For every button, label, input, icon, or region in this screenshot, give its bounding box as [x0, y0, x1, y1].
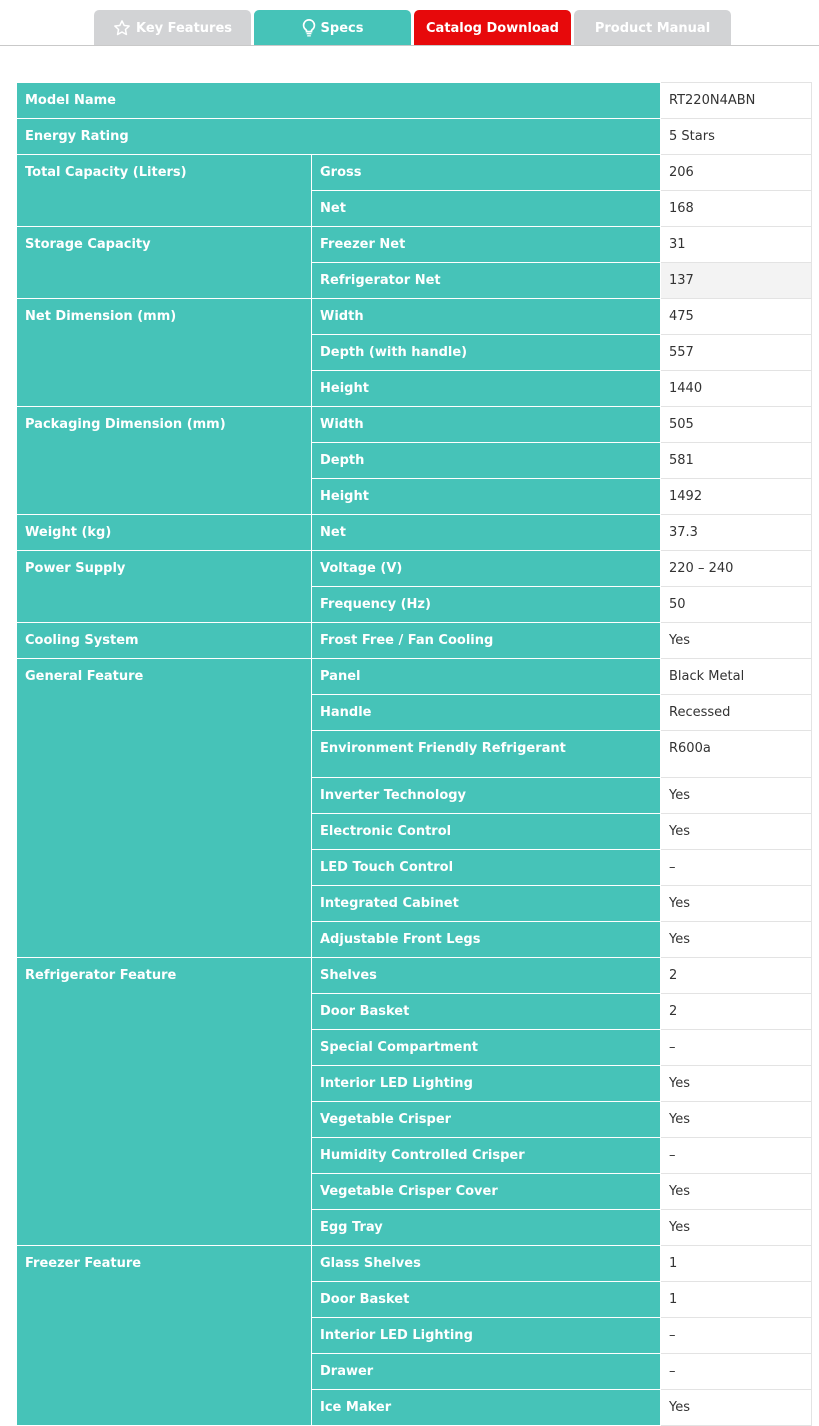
spec-group-label: Packaging Dimension (mm) — [17, 407, 312, 515]
spec-attribute: Depth (with handle) — [312, 335, 661, 371]
spec-value: 220 – 240 — [661, 551, 812, 587]
spec-value: RT220N4ABN — [661, 83, 812, 119]
spec-group-label: Cooling System — [17, 623, 312, 659]
spec-value: Yes — [661, 1390, 812, 1426]
spec-value: 137 — [661, 263, 812, 299]
spec-attribute: LED Touch Control — [312, 850, 661, 886]
spec-attribute: Vegetable Crisper Cover — [312, 1174, 661, 1210]
spec-attribute: Width — [312, 299, 661, 335]
spec-attribute: Freezer Net — [312, 227, 661, 263]
spec-value: 2 — [661, 994, 812, 1030]
spec-value: Yes — [661, 922, 812, 958]
spec-value: 557 — [661, 335, 812, 371]
bulb-icon — [302, 19, 316, 37]
tab-key-features[interactable] — [94, 10, 251, 46]
spec-row — [17, 551, 812, 587]
spec-value: – — [661, 1138, 812, 1174]
spec-group-label: Weight (kg) — [17, 515, 312, 551]
spec-value: Recessed — [661, 695, 812, 731]
spec-attribute: Drawer — [312, 1354, 661, 1390]
spec-value: – — [661, 1354, 812, 1390]
spec-value: Yes — [661, 778, 812, 814]
spec-value: 168 — [661, 191, 812, 227]
spec-group-label: Power Supply — [17, 551, 312, 623]
tab-bar — [94, 10, 734, 46]
tab-label: Key Features — [135, 20, 233, 36]
tab-product-manual[interactable] — [574, 10, 731, 46]
tab-label: Specs — [320, 20, 364, 36]
tab-divider — [0, 45, 819, 46]
spec-attribute: Interior LED Lighting — [312, 1318, 661, 1354]
spec-attribute: Refrigerator Net — [312, 263, 661, 299]
spec-value: 1492 — [661, 479, 812, 515]
spec-attribute: Net — [312, 191, 661, 227]
spec-group-label: Refrigerator Feature — [17, 958, 312, 1246]
spec-attribute: Vegetable Crisper — [312, 1102, 661, 1138]
spec-attribute: Voltage (V) — [312, 551, 661, 587]
spec-row — [17, 155, 812, 191]
spec-value: 5 Stars — [661, 119, 812, 155]
spec-row — [17, 958, 812, 994]
spec-value: 581 — [661, 443, 812, 479]
spec-value: 31 — [661, 227, 812, 263]
spec-value: Yes — [661, 1102, 812, 1138]
spec-row — [17, 119, 812, 155]
spec-attribute: Height — [312, 479, 661, 515]
spec-attribute: Frequency (Hz) — [312, 587, 661, 623]
spec-attribute: Adjustable Front Legs — [312, 922, 661, 958]
spec-attribute: Door Basket — [312, 994, 661, 1030]
spec-value: Yes — [661, 1066, 812, 1102]
spec-row — [17, 1246, 812, 1282]
spec-attribute: Electronic Control — [312, 814, 661, 850]
spec-attribute: Panel — [312, 659, 661, 695]
spec-attribute: Special Compartment — [312, 1030, 661, 1066]
spec-attribute: Gross — [312, 155, 661, 191]
spec-attribute: Inverter Technology — [312, 778, 661, 814]
spec-attribute: Glass Shelves — [312, 1246, 661, 1282]
spec-value: Yes — [661, 1174, 812, 1210]
tab-label: Product Manual — [594, 20, 711, 36]
spec-attribute: Door Basket — [312, 1282, 661, 1318]
spec-attribute: Shelves — [312, 958, 661, 994]
spec-attribute: Ice Maker — [312, 1390, 661, 1426]
spec-group-label: Total Capacity (Liters) — [17, 155, 312, 227]
spec-value: Yes — [661, 1210, 812, 1246]
spec-attribute: Frost Free / Fan Cooling — [312, 623, 661, 659]
spec-group-label: Net Dimension (mm) — [17, 299, 312, 407]
spec-attribute: Handle — [312, 695, 661, 731]
spec-group-label: General Feature — [17, 659, 312, 958]
star-icon — [113, 19, 131, 37]
spec-row — [17, 407, 812, 443]
spec-attribute: Environment Friendly Refrigerant — [312, 731, 661, 778]
tab-specs[interactable] — [254, 10, 411, 46]
spec-value: 505 — [661, 407, 812, 443]
spec-value: – — [661, 1030, 812, 1066]
spec-value: 206 — [661, 155, 812, 191]
spec-attribute: Egg Tray — [312, 1210, 661, 1246]
spec-value: 1 — [661, 1246, 812, 1282]
spec-attribute: Humidity Controlled Crisper — [312, 1138, 661, 1174]
spec-attribute: Net — [312, 515, 661, 551]
specs-table — [16, 82, 812, 1426]
spec-attribute: Height — [312, 371, 661, 407]
spec-attribute: Width — [312, 407, 661, 443]
spec-row — [17, 227, 812, 263]
spec-value: 2 — [661, 958, 812, 994]
spec-group-label: Freezer Feature — [17, 1246, 312, 1426]
spec-value: 50 — [661, 587, 812, 623]
spec-attribute: Interior LED Lighting — [312, 1066, 661, 1102]
spec-value: Yes — [661, 623, 812, 659]
spec-value: Black Metal — [661, 659, 812, 695]
spec-value: Yes — [661, 814, 812, 850]
spec-row — [17, 299, 812, 335]
spec-attribute: Integrated Cabinet — [312, 886, 661, 922]
spec-value: 1440 — [661, 371, 812, 407]
spec-value: 37.3 — [661, 515, 812, 551]
spec-value: 1 — [661, 1282, 812, 1318]
spec-value: R600a — [661, 731, 812, 778]
spec-group-label: Model Name — [17, 83, 661, 119]
tab-label: Catalog Download — [426, 20, 559, 36]
spec-group-label: Energy Rating — [17, 119, 661, 155]
spec-row — [17, 623, 812, 659]
spec-row — [17, 83, 812, 119]
spec-value: – — [661, 1318, 812, 1354]
spec-row — [17, 659, 812, 695]
spec-value: 475 — [661, 299, 812, 335]
tab-catalog-download[interactable] — [414, 10, 571, 46]
spec-row — [17, 515, 812, 551]
spec-value: – — [661, 850, 812, 886]
spec-group-label: Storage Capacity — [17, 227, 312, 299]
spec-attribute: Depth — [312, 443, 661, 479]
spec-value: Yes — [661, 886, 812, 922]
